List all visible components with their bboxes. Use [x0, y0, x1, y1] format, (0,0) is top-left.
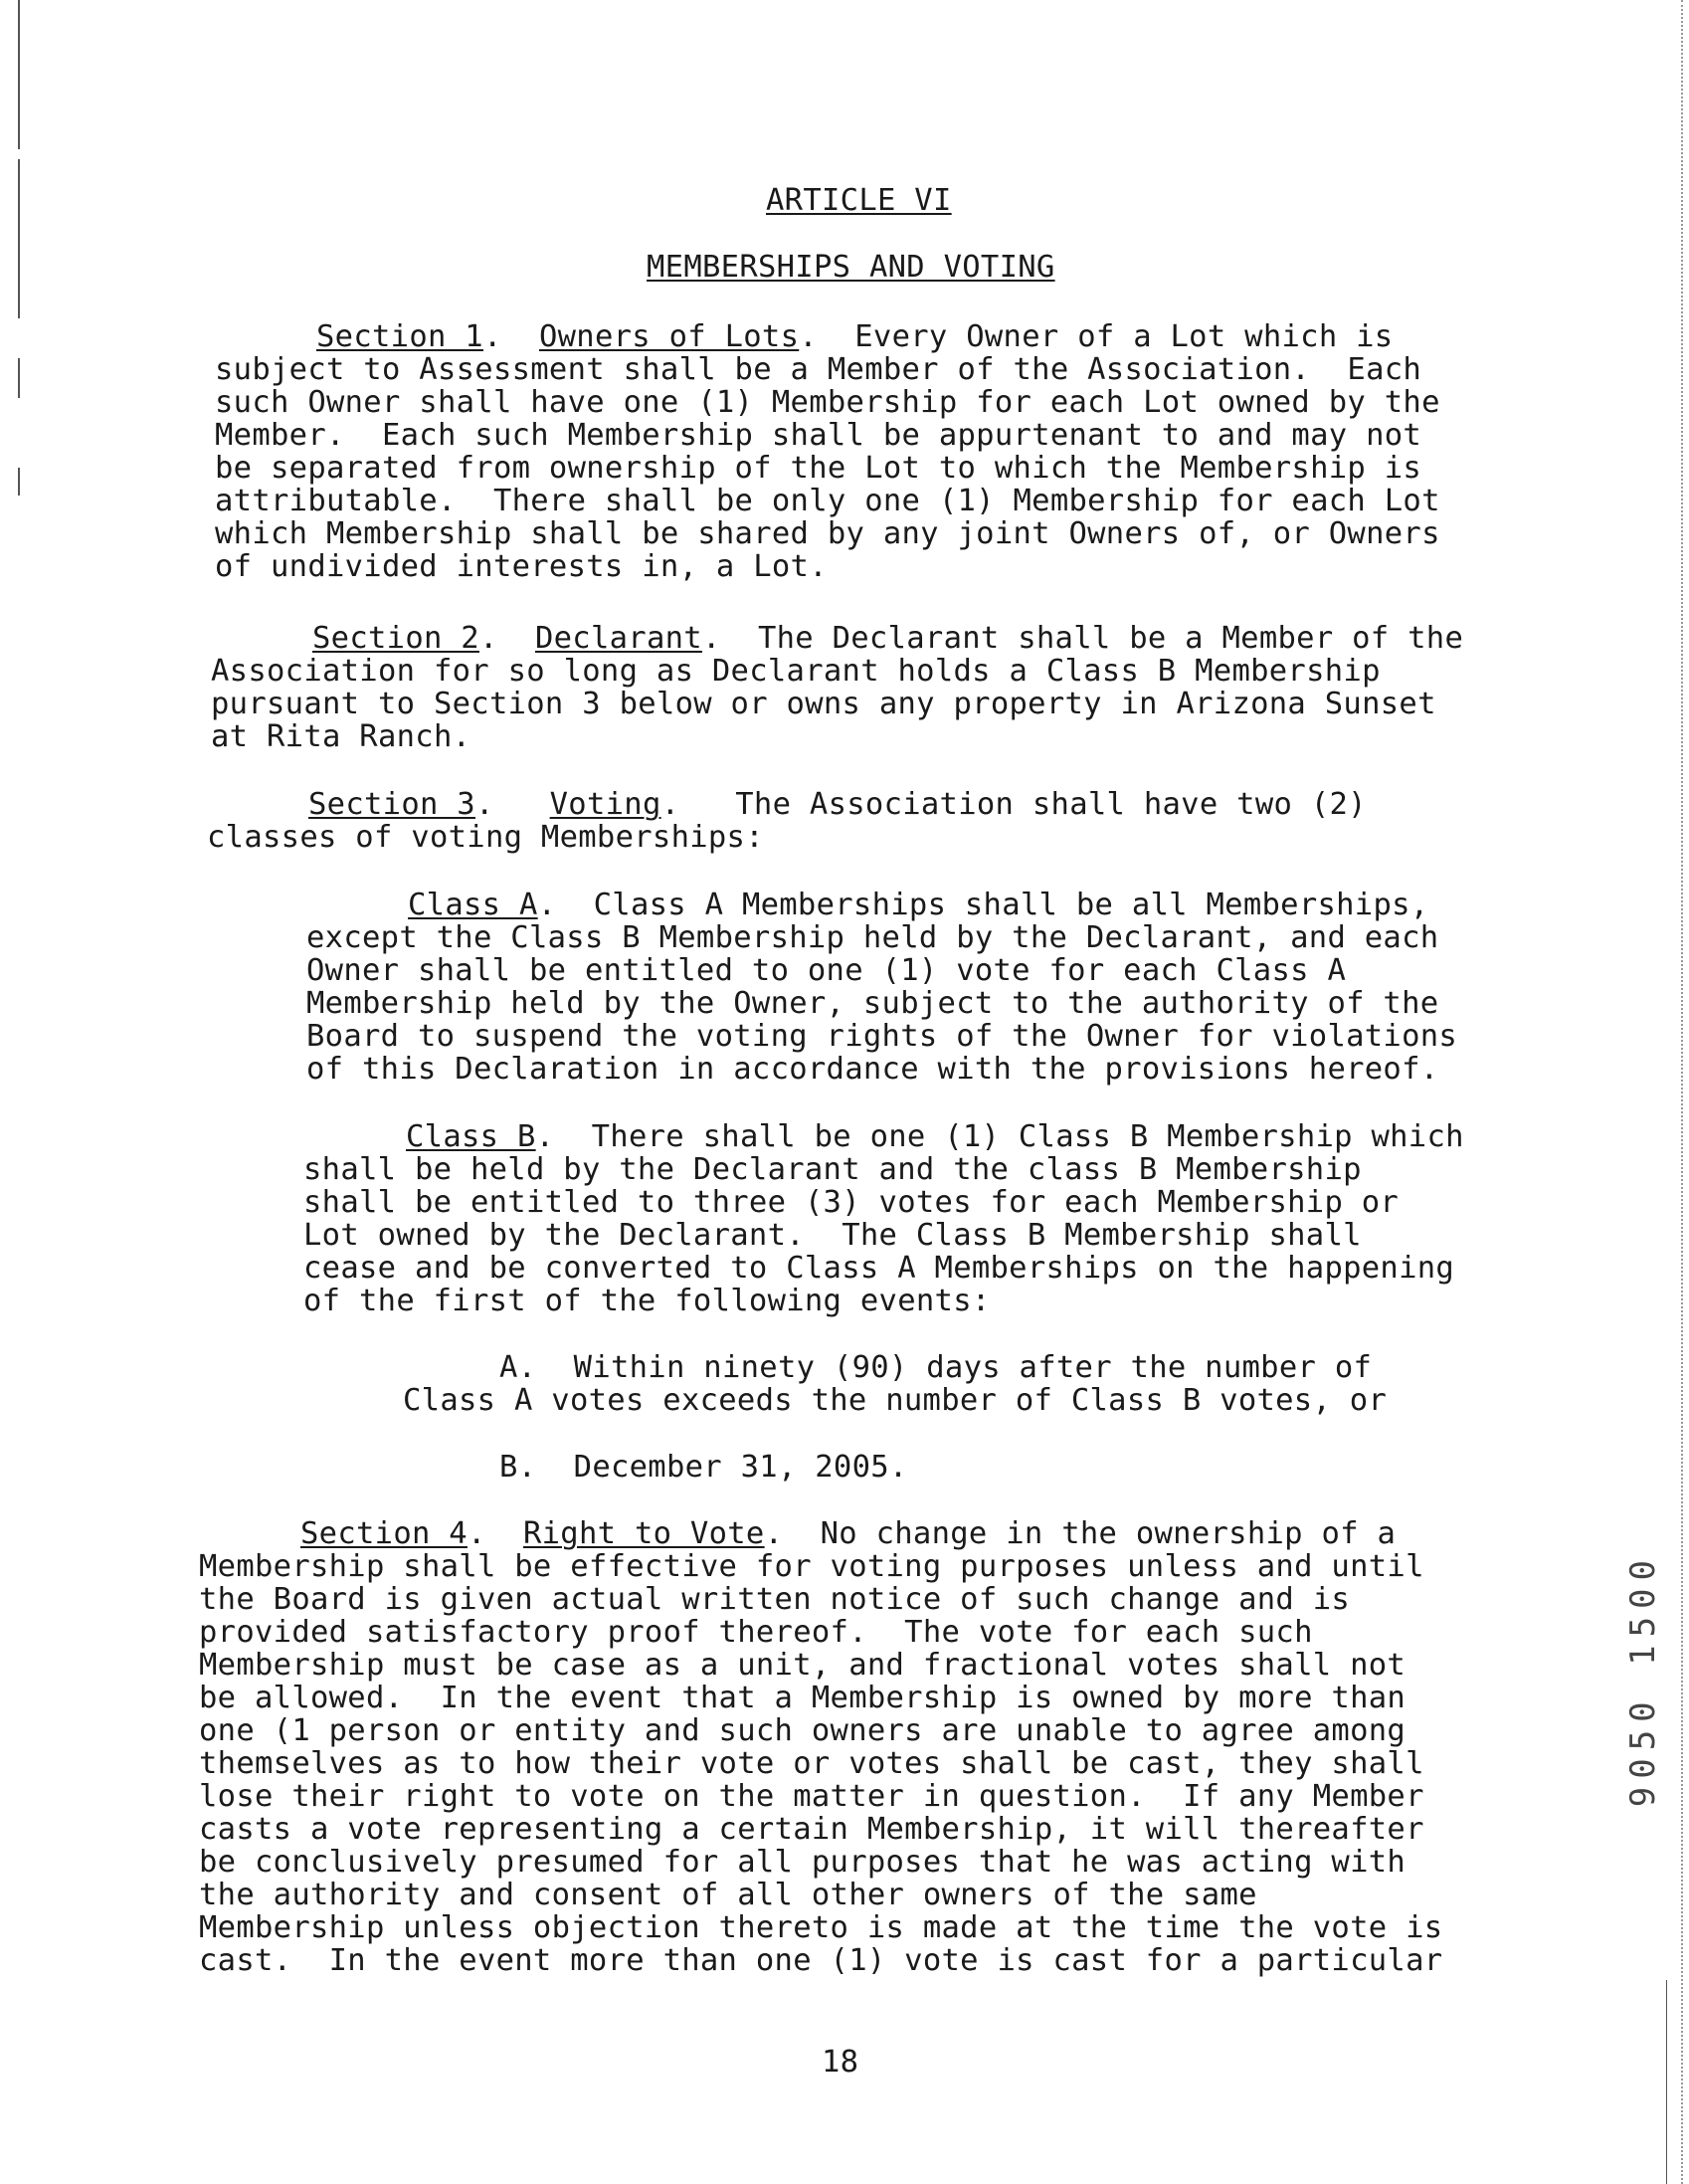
section-4-line: cast. In the event more than one (1) vote is cast for a particular — [199, 1943, 1443, 1978]
section-4-line: the Board is given actual written notice of such change and is — [199, 1582, 1351, 1617]
page-number: 18 — [822, 2045, 859, 2080]
section-1-line: attributable. There shall be only one (1) Membership for each Lot — [215, 484, 1440, 518]
section-4-first-line: Section 4. Right to Vote. No change in the ownership of a — [300, 1516, 1397, 1551]
section-1-line: be separated from ownership of the Lot to which the Membership is — [215, 451, 1422, 486]
section-2-line: Association for so long as Declarant holds a Class B Membership — [211, 654, 1381, 689]
class-b-line: Lot owned by the Declarant. The Class B Membership shall — [303, 1218, 1362, 1253]
class-b-line: shall be held by the Declarant and the class B Membership — [303, 1152, 1362, 1187]
section-4-line: themselves as to how their vote or votes shall be cast, they shall — [199, 1746, 1424, 1781]
event-a-first-line: A. Within ninety (90) days after the number of — [499, 1350, 1373, 1385]
class-a-line: of this Declaration in accordance with the provisions hereof. — [306, 1052, 1439, 1087]
event-b-line: B. December 31, 2005. — [499, 1450, 908, 1485]
section-4-line: Membership unless objection thereto is made at the time the vote is — [199, 1910, 1443, 1945]
section-3-label: Section 3 — [308, 787, 475, 822]
class-a-line: Owner shall be entitled to one (1) vote for each Class A — [306, 953, 1347, 988]
section-1-first-line: Section 1. Owners of Lots. Every Owner of a Lot which is — [316, 319, 1394, 354]
class-a-label: Class A — [408, 888, 538, 922]
section-3-topic: Voting — [549, 787, 661, 822]
section-4-line: one (1 person or entity and such owners are unable to agree among — [199, 1713, 1407, 1748]
article-heading: ARTICLE VI — [766, 183, 952, 218]
class-a-line: except the Class B Membership held by the Declarant, and each — [306, 920, 1439, 955]
scan-edge-right-dotted — [1681, 0, 1683, 2184]
class-a-line: Board to suspend the voting rights of the Owner for violations — [306, 1019, 1458, 1054]
section-2-first-line: Section 2. Declarant. The Declarant shall be a Member of the — [312, 621, 1464, 656]
section-4-line: lose their right to vote on the matter in question. If any Member — [199, 1779, 1424, 1814]
section-1-topic: Owners of Lots — [538, 319, 800, 354]
event-a-line: Class A votes exceeds the number of Class B votes, or — [403, 1383, 1388, 1418]
section-4-line: be allowed. In the event that a Membership is owned by more than — [199, 1681, 1407, 1715]
class-b-line: of the first of the following events: — [303, 1284, 991, 1318]
article-title: MEMBERSHIPS AND VOTING — [647, 250, 1055, 285]
scan-edge-right-bottom — [1666, 1980, 1667, 2184]
section-4-line: Membership shall be effective for voting purposes unless and until — [199, 1549, 1424, 1584]
section-2-topic: Declarant — [534, 621, 702, 656]
section-1-line: such Owner shall have one (1) Membership for each Lot owned by the — [215, 385, 1440, 420]
section-4-topic: Right to Vote — [522, 1516, 765, 1551]
section-2-line: pursuant to Section 3 below or owns any property in Arizona Sunset — [211, 687, 1436, 721]
section-1-line: subject to Assessment shall be a Member of the Association. Each — [215, 352, 1422, 387]
section-1-line: which Membership shall be shared by any joint Owners of, or Owners — [215, 516, 1440, 551]
scan-edge-left-4 — [18, 468, 20, 496]
class-b-first-line: Class B. There shall be one (1) Class B Membership which — [406, 1119, 1464, 1154]
section-4-label: Section 4 — [300, 1516, 468, 1551]
scan-edge-left — [18, 0, 20, 149]
section-4-line: be conclusively presumed for all purposes that he was acting with — [199, 1845, 1407, 1880]
class-b-line: cease and be converted to Class A Memberships on the happening — [303, 1251, 1455, 1286]
section-4-line: casts a vote representing a certain Membership, it will thereafter — [199, 1812, 1424, 1847]
section-1-label: Section 1 — [316, 319, 483, 354]
section-2-label: Section 2 — [312, 621, 479, 656]
class-a-line: Membership held by the Owner, subject to the authority of the — [306, 986, 1439, 1021]
section-1-line: Member. Each such Membership shall be appurtenant to and may not — [215, 418, 1422, 453]
section-4-line: the authority and consent of all other owners of the same — [199, 1878, 1257, 1912]
section-3-first-line: Section 3. Voting. The Association shall have two (2) — [308, 787, 1367, 822]
section-3-line: classes of voting Memberships: — [207, 820, 764, 855]
section-4-line: Membership must be case as a unit, and fractional votes shall not — [199, 1648, 1407, 1683]
class-a-first-line: Class A. Class A Memberships shall be all Memberships, — [408, 888, 1429, 922]
scan-edge-left-3 — [18, 358, 20, 398]
recording-stamp: 9050 1500 — [1623, 1552, 1663, 1808]
scan-edge-left-2 — [18, 159, 20, 318]
section-1-line: of undivided interests in, a Lot. — [215, 549, 828, 584]
class-b-line: shall be entitled to three (3) votes for each Membership or — [303, 1185, 1400, 1220]
class-b-label: Class B — [406, 1119, 536, 1154]
section-4-line: provided satisfactory proof thereof. The vote for each such — [199, 1615, 1313, 1650]
section-2-line: at Rita Ranch. — [211, 719, 471, 754]
